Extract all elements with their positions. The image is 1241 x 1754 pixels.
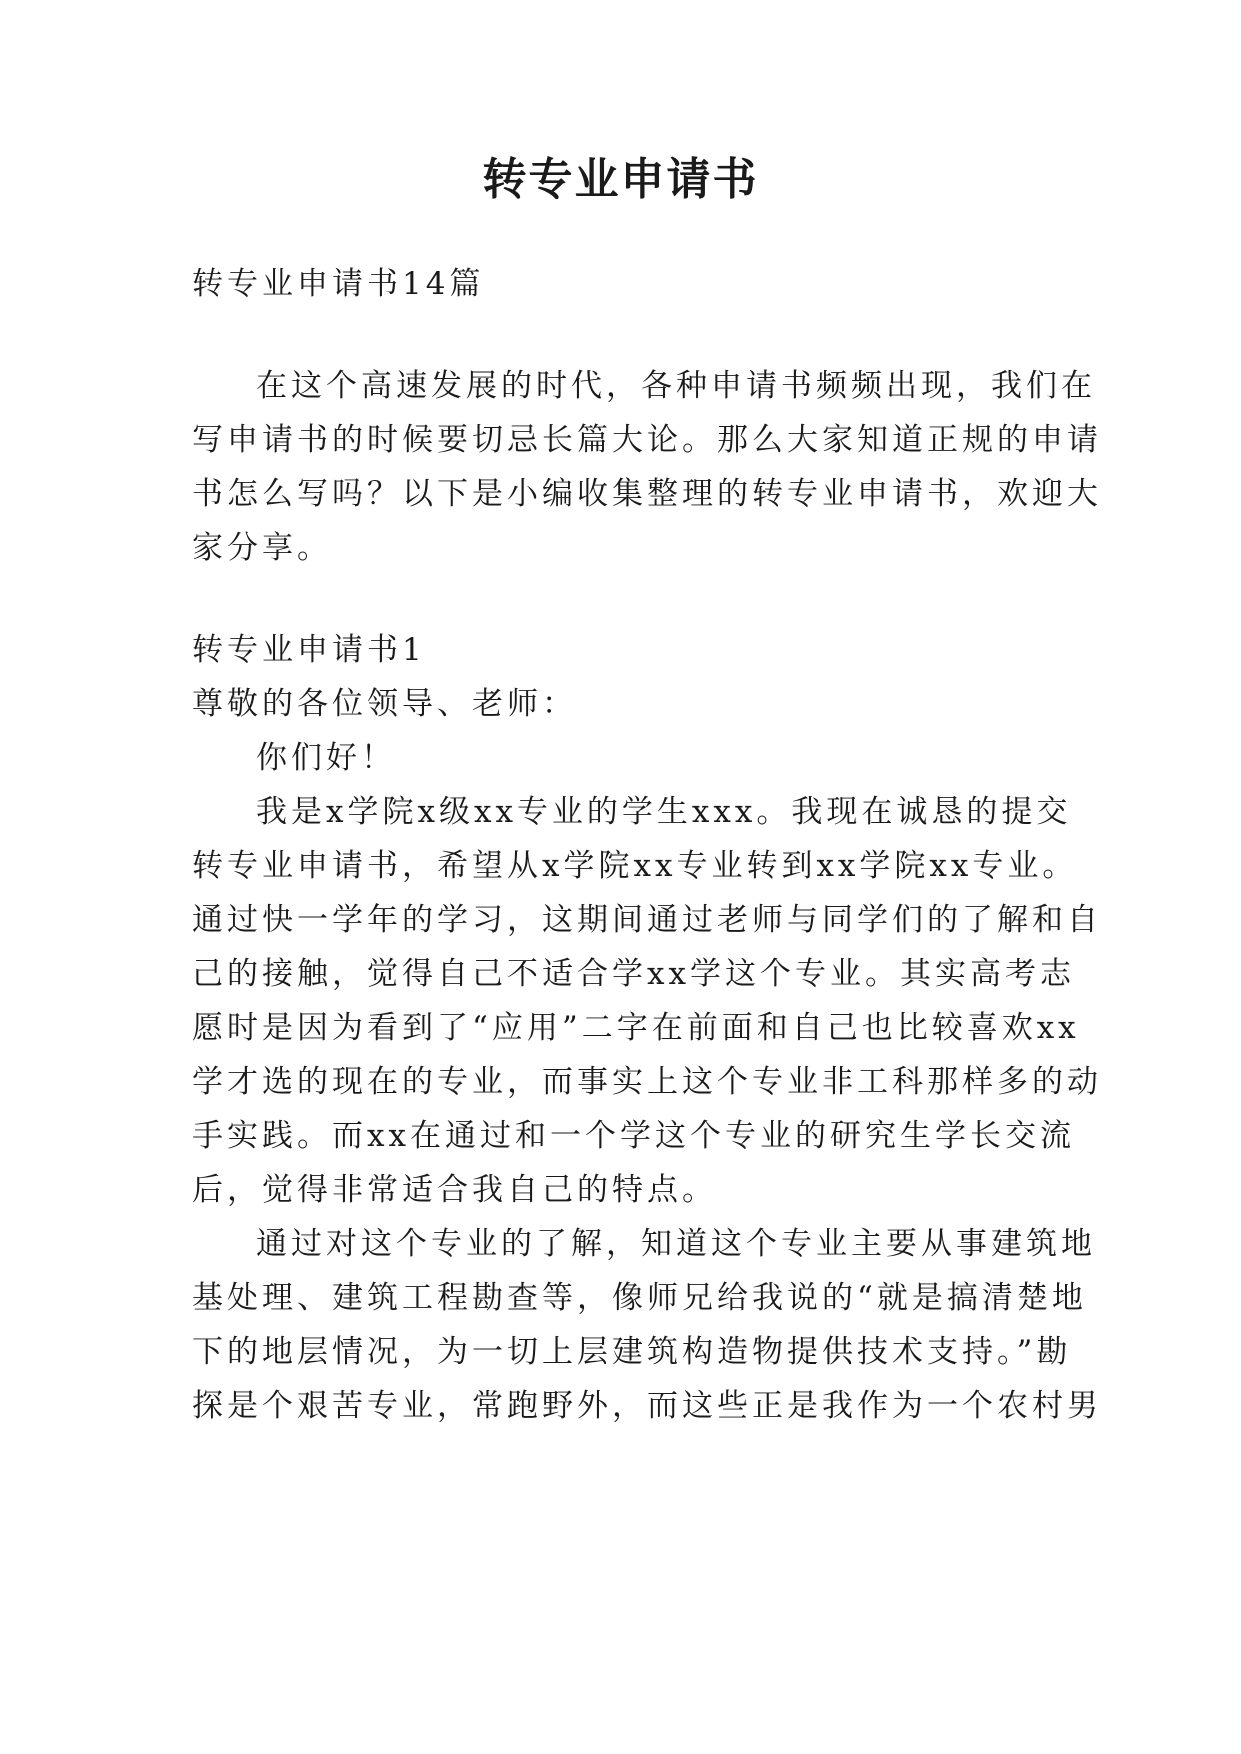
intro-line: 家分享。	[192, 530, 332, 566]
section-heading: 转专业申请书1	[192, 632, 426, 668]
body-line: 基处理、建筑工程勘查等，像师兄给我说的“就是搞清楚地	[192, 1280, 1087, 1316]
intro-line: 在这个高速发展的时代，各种申请书频频出现，我们在	[256, 368, 1096, 404]
body-line: 愿时是因为看到了“应用”二字在前面和自己也比较喜欢xx	[192, 1010, 1080, 1046]
body-line: 后，觉得非常适合我自己的特点。	[192, 1172, 717, 1208]
body-line: 下的地层情况，为一切上层建筑构造物提供技术支持。”勘	[192, 1334, 1072, 1370]
intro-line: 书怎么写吗？以下是小编收集整理的转专业申请书，欢迎大	[192, 476, 1102, 512]
body-line: 手实践。而xx在通过和一个学这个专业的研究生学长交流	[192, 1118, 1075, 1154]
body-line: 转专业申请书，希望从x学院xx专业转到xx学院xx专业。	[192, 848, 1078, 884]
body-line: 探是个艰苦专业，常跑野外，而这些正是我作为一个农村男	[192, 1388, 1102, 1424]
body-line: 通过对这个专业的了解，知道这个专业主要从事建筑地	[256, 1226, 1096, 1262]
body-line: 我是x学院x级xx专业的学生xxx。我现在诚恳的提交	[256, 794, 1072, 830]
salutation: 尊敬的各位领导、老师：	[192, 686, 577, 722]
body-line: 通过快一学年的学习，这期间通过老师与同学们的了解和自	[192, 902, 1102, 938]
document-subtitle: 转专业申请书14篇	[192, 266, 485, 302]
document-title: 转专业申请书	[482, 154, 759, 205]
intro-line: 写申请书的时候要切忌长篇大论。那么大家知道正规的申请	[192, 422, 1102, 458]
body-line: 己的接触，觉得自己不适合学xx学这个专业。其实高考志	[192, 956, 1075, 992]
greeting: 你们好！	[256, 740, 396, 776]
body-line: 学才选的现在的专业，而事实上这个专业非工科那样多的动	[192, 1064, 1102, 1100]
